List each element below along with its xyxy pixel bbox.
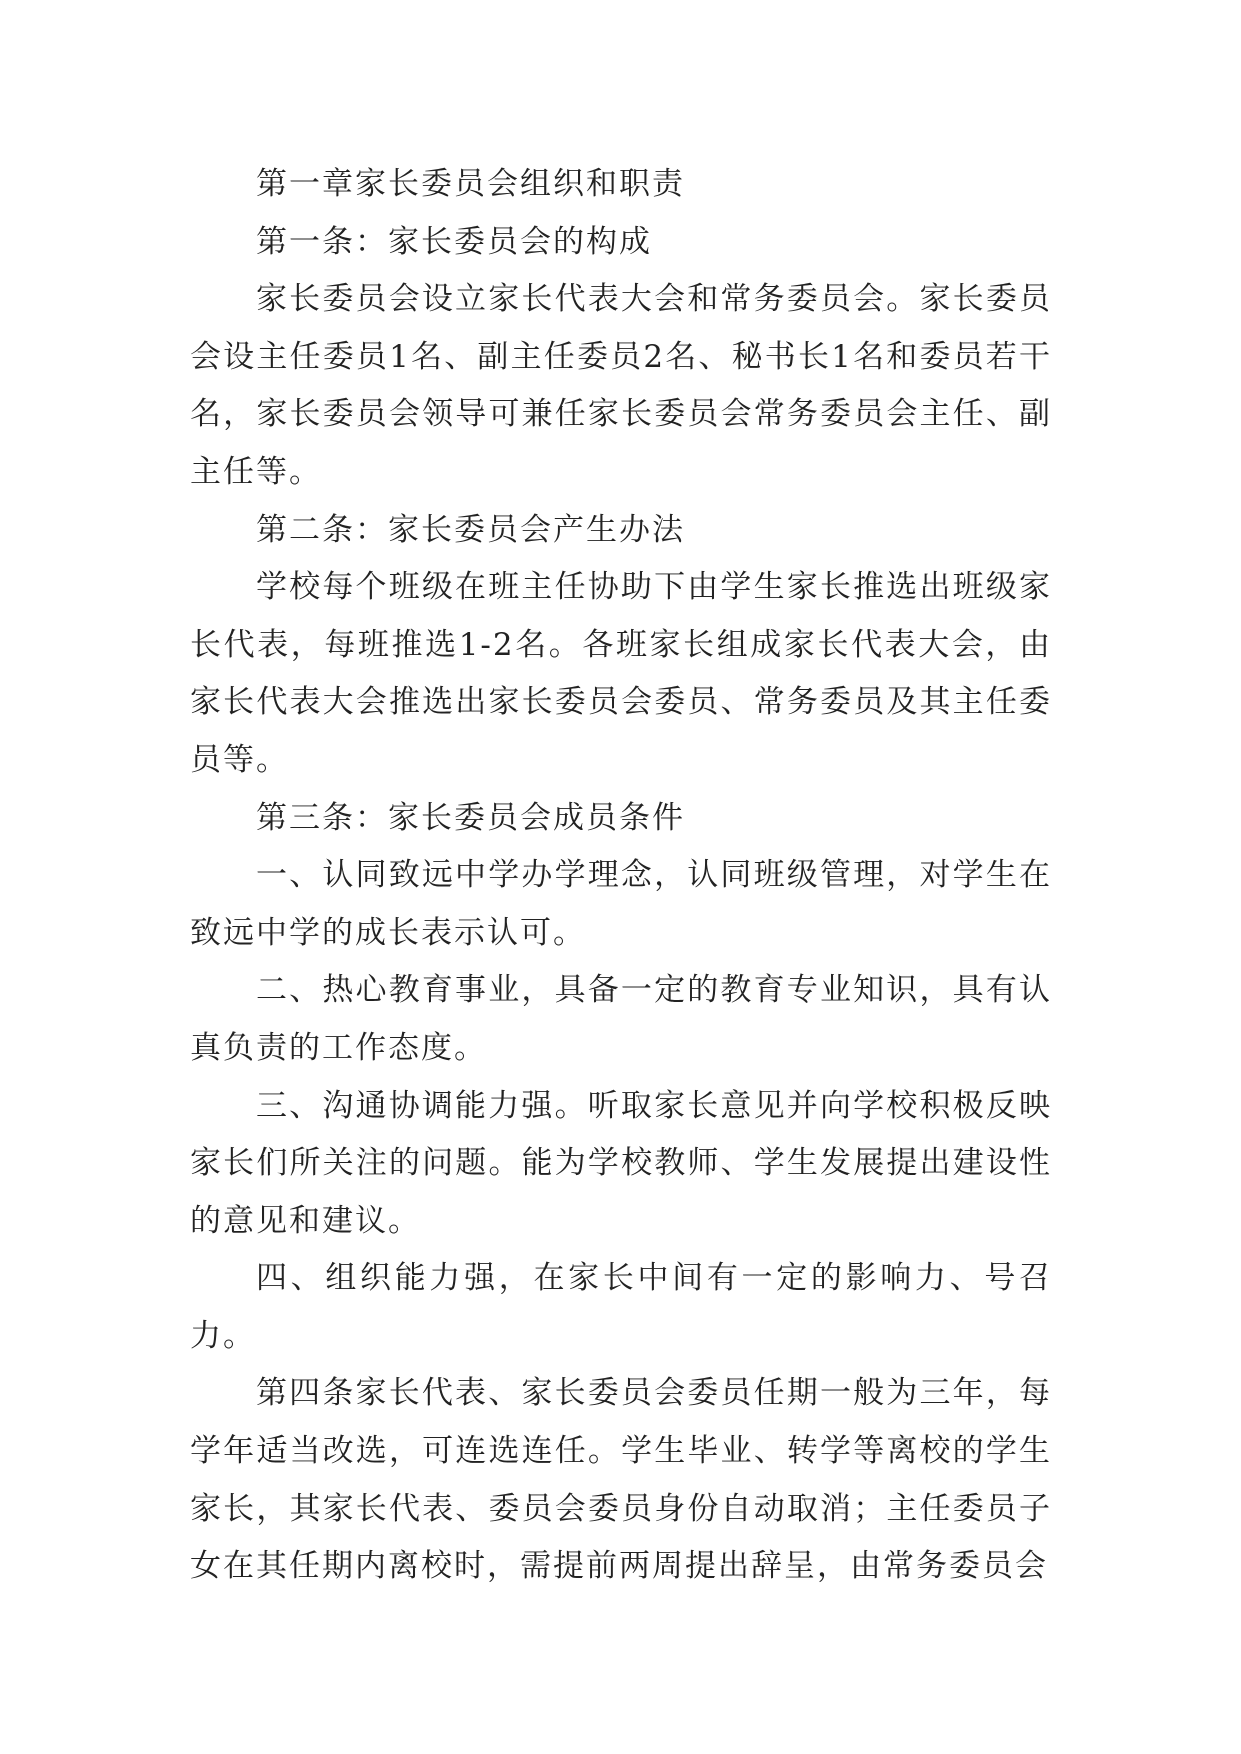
chapter-heading: 第一章家长委员会组织和职责 — [256, 166, 685, 202]
condition-4: 四、组织能力强，在家长中间有一定的影响力、号召力。 — [190, 1260, 1052, 1354]
condition-2: 二、热心教育事业，具备一定的教育专业知识，具有认真负责的工作态度。 — [190, 972, 1052, 1066]
article-2-heading: 第二条：家长委员会产生办法 — [256, 511, 685, 548]
condition-1: 一、认同致远中学办学理念，认同班级管理，对学生在致远中学的成长表示认可。 — [190, 857, 1052, 951]
condition-3: 三、沟通协调能力强。听取家长意见并向学校积极反映家长们所关注的问题。能为学校教师、学生发展提出建设性的意见和建议。 — [190, 1087, 1052, 1239]
document-body — [190, 156, 1052, 1596]
article-2-body: 学校每个班级在班主任协助下由学生家长推选出班级家长代表，每班推选1-2名。各班家长组成家长代表大会，由家长代表大会推选出家长委员会委员、常务委员及其主任委员等。 — [190, 569, 1052, 778]
article-1-body: 家长委员会设立家长代表大会和常务委员会。家长委员会设主任委员1名、副主任委员2名、秘书长1名和委员若干名，家长委员会领导可兼任家长委员会常务委员会主任、副主任等。 — [190, 281, 1052, 490]
article-1-heading: 第一条：家长委员会的构成 — [256, 223, 652, 260]
article-3-heading: 第三条：家长委员会成员条件 — [256, 799, 685, 836]
article-4-body: 第四条家长代表、家长委员会委员任期一般为三年，每学年适当改选，可连选连任。学生毕业、转学等离校的学生家长，其家长代表、委员会委员身份自动取消；主任委员子女在其任期内离校时，需提前两周提出辞呈，由常务委员会 — [190, 1375, 1052, 1585]
